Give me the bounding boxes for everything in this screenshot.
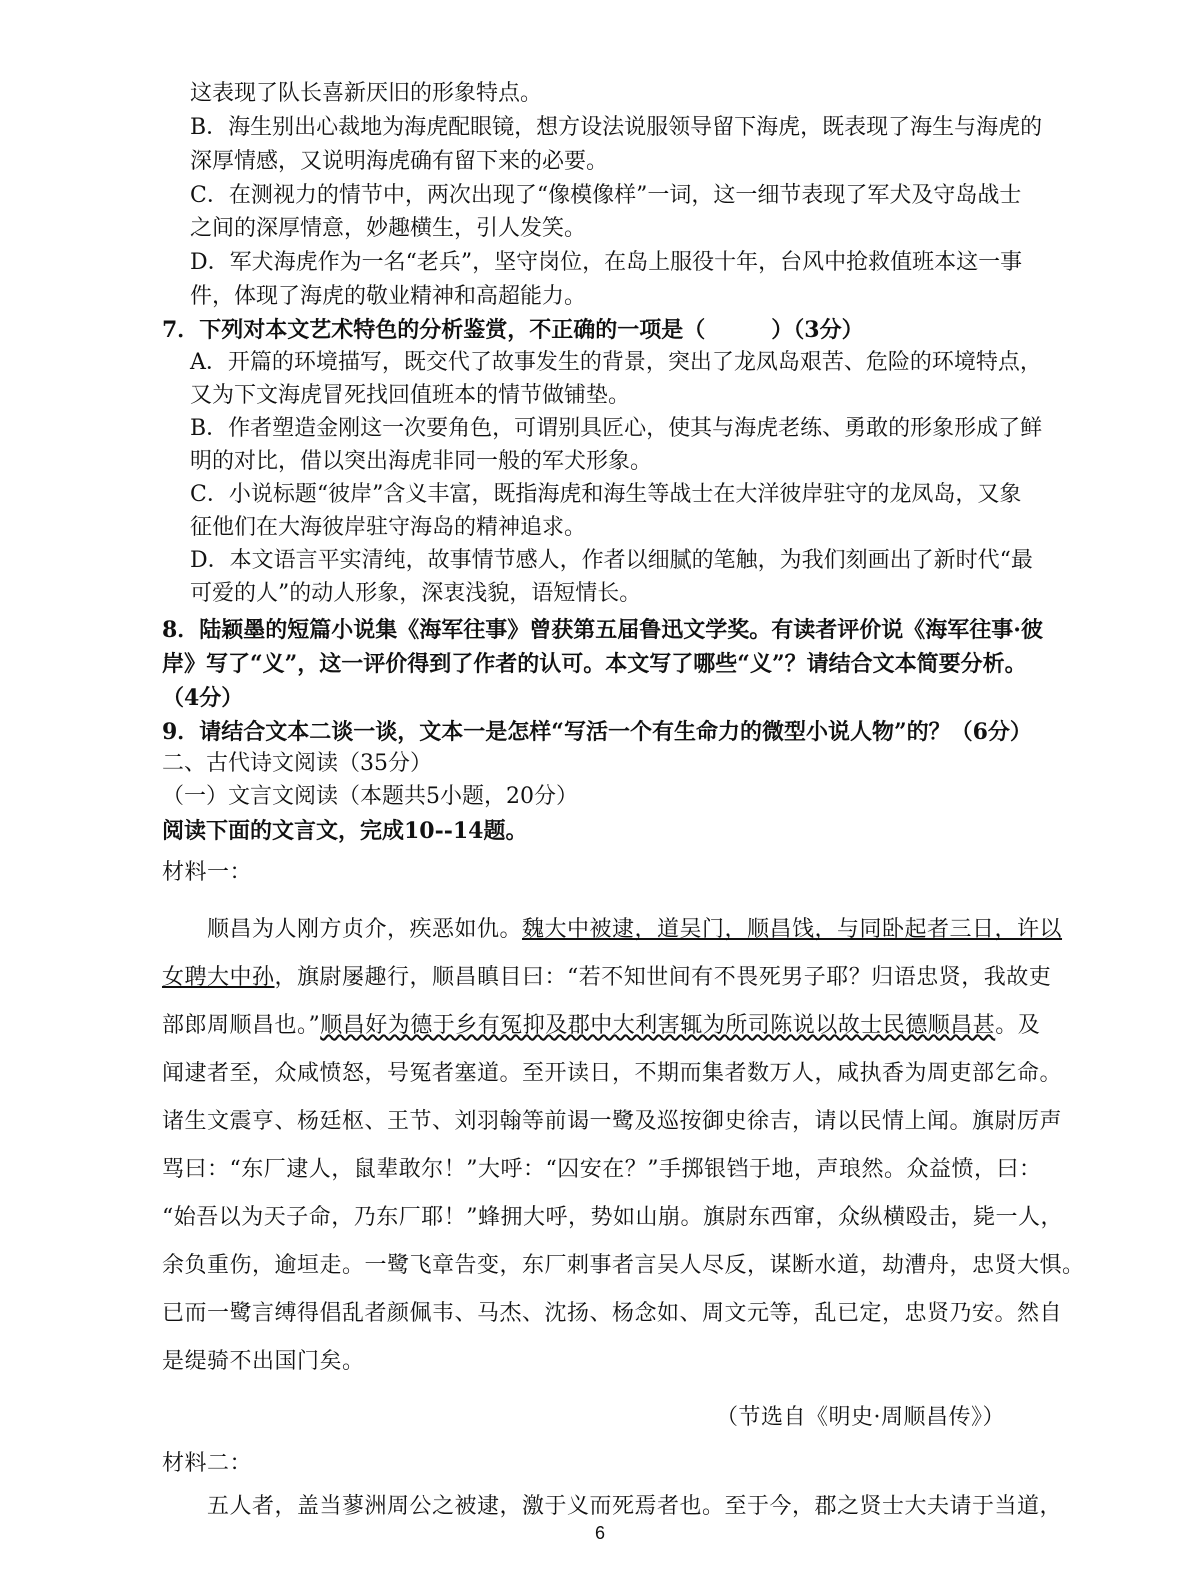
material-1-line7: “始吾以为天子命，乃东厂耶！”蜂拥大呼，势如山崩。旗尉东西窜，众纵横殴击，毙一人， (162, 1205, 1063, 1230)
material-1-line9: 已而一鹭言缚得倡乱者颜佩韦、马杰、沈扬、杨念如、周文元等，乱已定，忠贤乃安。然自 (162, 1301, 1063, 1326)
page-number: 6 (594, 1523, 605, 1543)
q7-option-c-line1: C．小说标题“彼岸”含义丰富，既指海虎和海生等战士在大洋彼岸驻守的龙凤岛，又象 (190, 482, 1022, 507)
q7-option-b-line1: B．作者塑造金刚这一次要角色，可谓别具匠心，使其与海虎老练、勇敢的形象形成了鲜 (190, 416, 1043, 441)
passage-text: 部郎周顺昌也。” (162, 1013, 321, 1038)
material-1-label: 材料一： (162, 860, 253, 885)
q7-option-b-line2: 明的对比，借以突出海虎非同一般的军犬形象。 (190, 449, 653, 474)
section-2-subtitle: （一）文言文阅读（本题共5小题，20分） (162, 784, 578, 809)
passage-text: ，旗尉屡趣行，顺昌瞋目曰：“若不知世间有不畏死男子耶？归语忠贤，我故吏 (274, 965, 1052, 990)
material-1-line5: 诸生文震亨、杨廷枢、王节、刘羽翰等前谒一鹭及巡按御史徐吉，请以民情上闻。旗尉厉声 (162, 1109, 1063, 1134)
option-c-line2: 之间的深厚情意，妙趣横生，引人发笑。 (190, 216, 587, 241)
passage-text: 。及 (995, 1013, 1041, 1038)
material-1-line8: 余负重伤，逾垣走。一鹭飞章告变，东厂刺事者言吴人尽反，谋断水道，劫漕舟，忠贤大惧。 (162, 1253, 1085, 1278)
material-1-line4: 闻逮者至，众咸愤怒，号冤者塞道。至开读日，不期而集者数万人，咸执香为周吏部乞命。 (162, 1061, 1063, 1086)
reading-instruction: 阅读下面的文言文，完成10--14题。 (162, 818, 528, 844)
q7-option-a-line2: 又为下文海虎冒死找回值班本的情节做铺垫。 (190, 383, 631, 408)
question-9: 9．请结合文本二谈一谈，文本一是怎样“写活一个有生命力的微型小说人物”的？（6分） (162, 719, 1032, 745)
option-c-line1: C．在测视力的情节中，两次出现了“像模像样”一词，这一细节表现了军犬及守岛战士 (190, 183, 1022, 208)
material-1-line2 (162, 963, 1052, 993)
material-1-line3 (162, 1011, 1041, 1041)
section-2-title: 二、古代诗文阅读（35分） (162, 751, 432, 776)
question-8-line1: 8．陆颖墨的短篇小说集《海军往事》曾获第五届鲁迅文学奖。有读者评价说《海军往事·彼 (162, 617, 1043, 643)
underlined-passage: 女聘大中孙 (162, 965, 275, 990)
option-a-continuation: 这表现了队长喜新厌旧的形象特点。 (190, 81, 543, 106)
q7-option-d-line1: D．本文语言平实清纯，故事情节感人，作者以细腻的笔触，为我们刻画出了新时代“最 (190, 548, 1033, 573)
wavy-underlined-passage: 顺昌好为德于乡有冤抑及郡中大利害辄为所司陈说以故士民德顺昌甚 (320, 1013, 996, 1038)
material-1-line10: 是缇骑不出国门矣。 (162, 1349, 365, 1374)
option-d-line2: 件，体现了海虎的敬业精神和高超能力。 (190, 284, 587, 309)
option-b-line2: 深厚情感，又说明海虎确有留下来的必要。 (190, 149, 609, 174)
material-1-source: （节选自《明史·周顺昌传》） (716, 1405, 1005, 1430)
option-d-line1: D．军犬海虎作为一名“老兵”，坚守岗位，在岛上服役十年，台风中抢救值班本这一事 (190, 250, 1023, 275)
option-b-line1: B．海生别出心裁地为海虎配眼镜，想方设法说服领导留下海虎，既表现了海生与海虎的 (190, 115, 1043, 140)
q7-option-a-line1: A．开篇的环境描写，既交代了故事发生的背景，突出了龙凤岛艰苦、危险的环境特点， (190, 350, 1042, 375)
question-8-line3: （4分） (162, 685, 244, 711)
passage-text: 顺昌为人刚方贞介，疾恶如仇。 (162, 917, 523, 942)
material-1-line6: 骂曰：“东厂逮人，鼠辈敢尔！”大呼：“囚安在？”手掷银铛于地，声琅然。众益愤，曰： (162, 1157, 1042, 1182)
q7-option-d-line2: 可爱的人”的动人形象，深衷浅貌，语短情长。 (190, 581, 642, 606)
question-7-stem: 7．下列对本文艺术特色的分析鉴赏，不正确的一项是（ ）（3分） (162, 317, 864, 343)
material-1-line1 (162, 915, 1063, 945)
material-2-line1: 五人者，盖当蓼洲周公之被逮，激于义而死焉者也。至于今，郡之贤士大夫请于当道， (162, 1494, 1063, 1519)
underlined-passage: 魏大中被逮，道吴门，顺昌饯，与同卧起者三日，许以 (522, 917, 1063, 942)
question-8-line2: 岸》写了“义”，这一评价得到了作者的认可。本文写了哪些“义”？请结合文本简要分析。 (162, 651, 1027, 677)
material-2-label: 材料二： (162, 1451, 253, 1476)
q7-option-c-line2: 征他们在大海彼岸驻守海岛的精神追求。 (190, 515, 587, 540)
